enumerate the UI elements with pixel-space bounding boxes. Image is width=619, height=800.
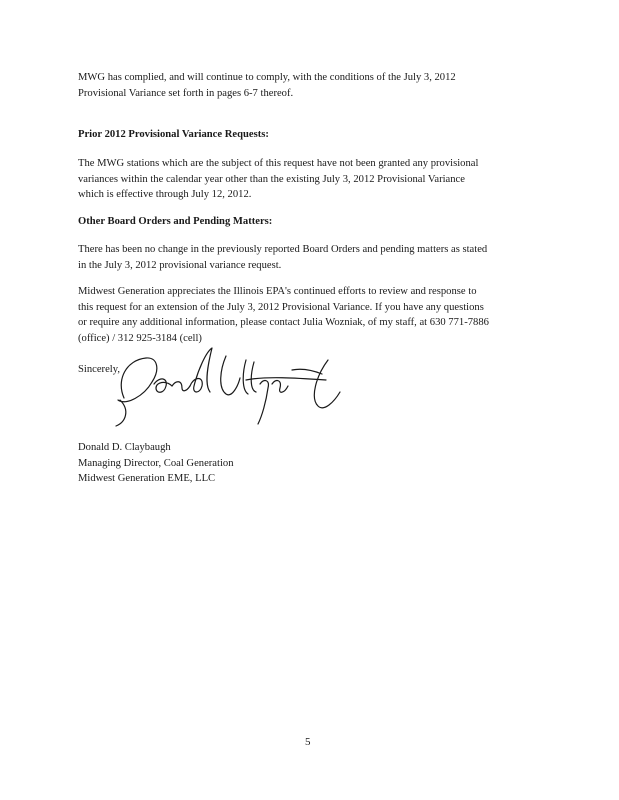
signer-title: Managing Director, Coal Generation (78, 457, 234, 469)
prior-requests-paragraph (78, 156, 548, 203)
text-line: Provisional Variance set forth in pages 6-7 thereof. (78, 87, 294, 99)
compliance-paragraph (78, 70, 548, 101)
page-number: 5 (305, 736, 311, 748)
board-orders-paragraph (78, 242, 548, 273)
text-line: variances within the calendar year other than the existing July 3, 2012 Provisional Variance (78, 173, 465, 185)
text-line: (office) / 312 925-3184 (cell) (78, 332, 202, 344)
heading-prior-requests: Prior 2012 Provisional Variance Requests: (78, 129, 269, 140)
heading-board-orders: Other Board Orders and Pending Matters: (78, 216, 273, 227)
closing-paragraph (78, 284, 548, 346)
signer-name: Donald D. Claybaugh (78, 442, 171, 453)
text-line: There has been no change in the previously reported Board Orders and pending matters as stated (78, 244, 488, 255)
text-line: The MWG stations which are the subject of this request have not been granted any provisional (78, 158, 479, 169)
text-line: Midwest Generation appreciates the Illinois EPA's continued efforts to review and response to (78, 286, 477, 297)
text-line: or require any additional information, please contact Julia Wozniak, of my staff, at 630 771-7886 (78, 317, 489, 328)
closing-salutation: Sincerely, (78, 364, 120, 375)
signer-company: Midwest Generation EME, LLC (78, 473, 216, 484)
signature-image (96, 340, 386, 430)
text-line: which is effective through July 12, 2012. (78, 189, 252, 200)
text-line: MWG has complied, and will continue to comply, with the conditions of the July 3, 2012 (78, 72, 456, 83)
text-line: this request for an extension of the July 3, 2012 Provisional Variance. If you have any questions (78, 301, 484, 313)
signer-block (78, 440, 548, 487)
text-line: in the July 3, 2012 provisional variance request. (78, 259, 282, 271)
